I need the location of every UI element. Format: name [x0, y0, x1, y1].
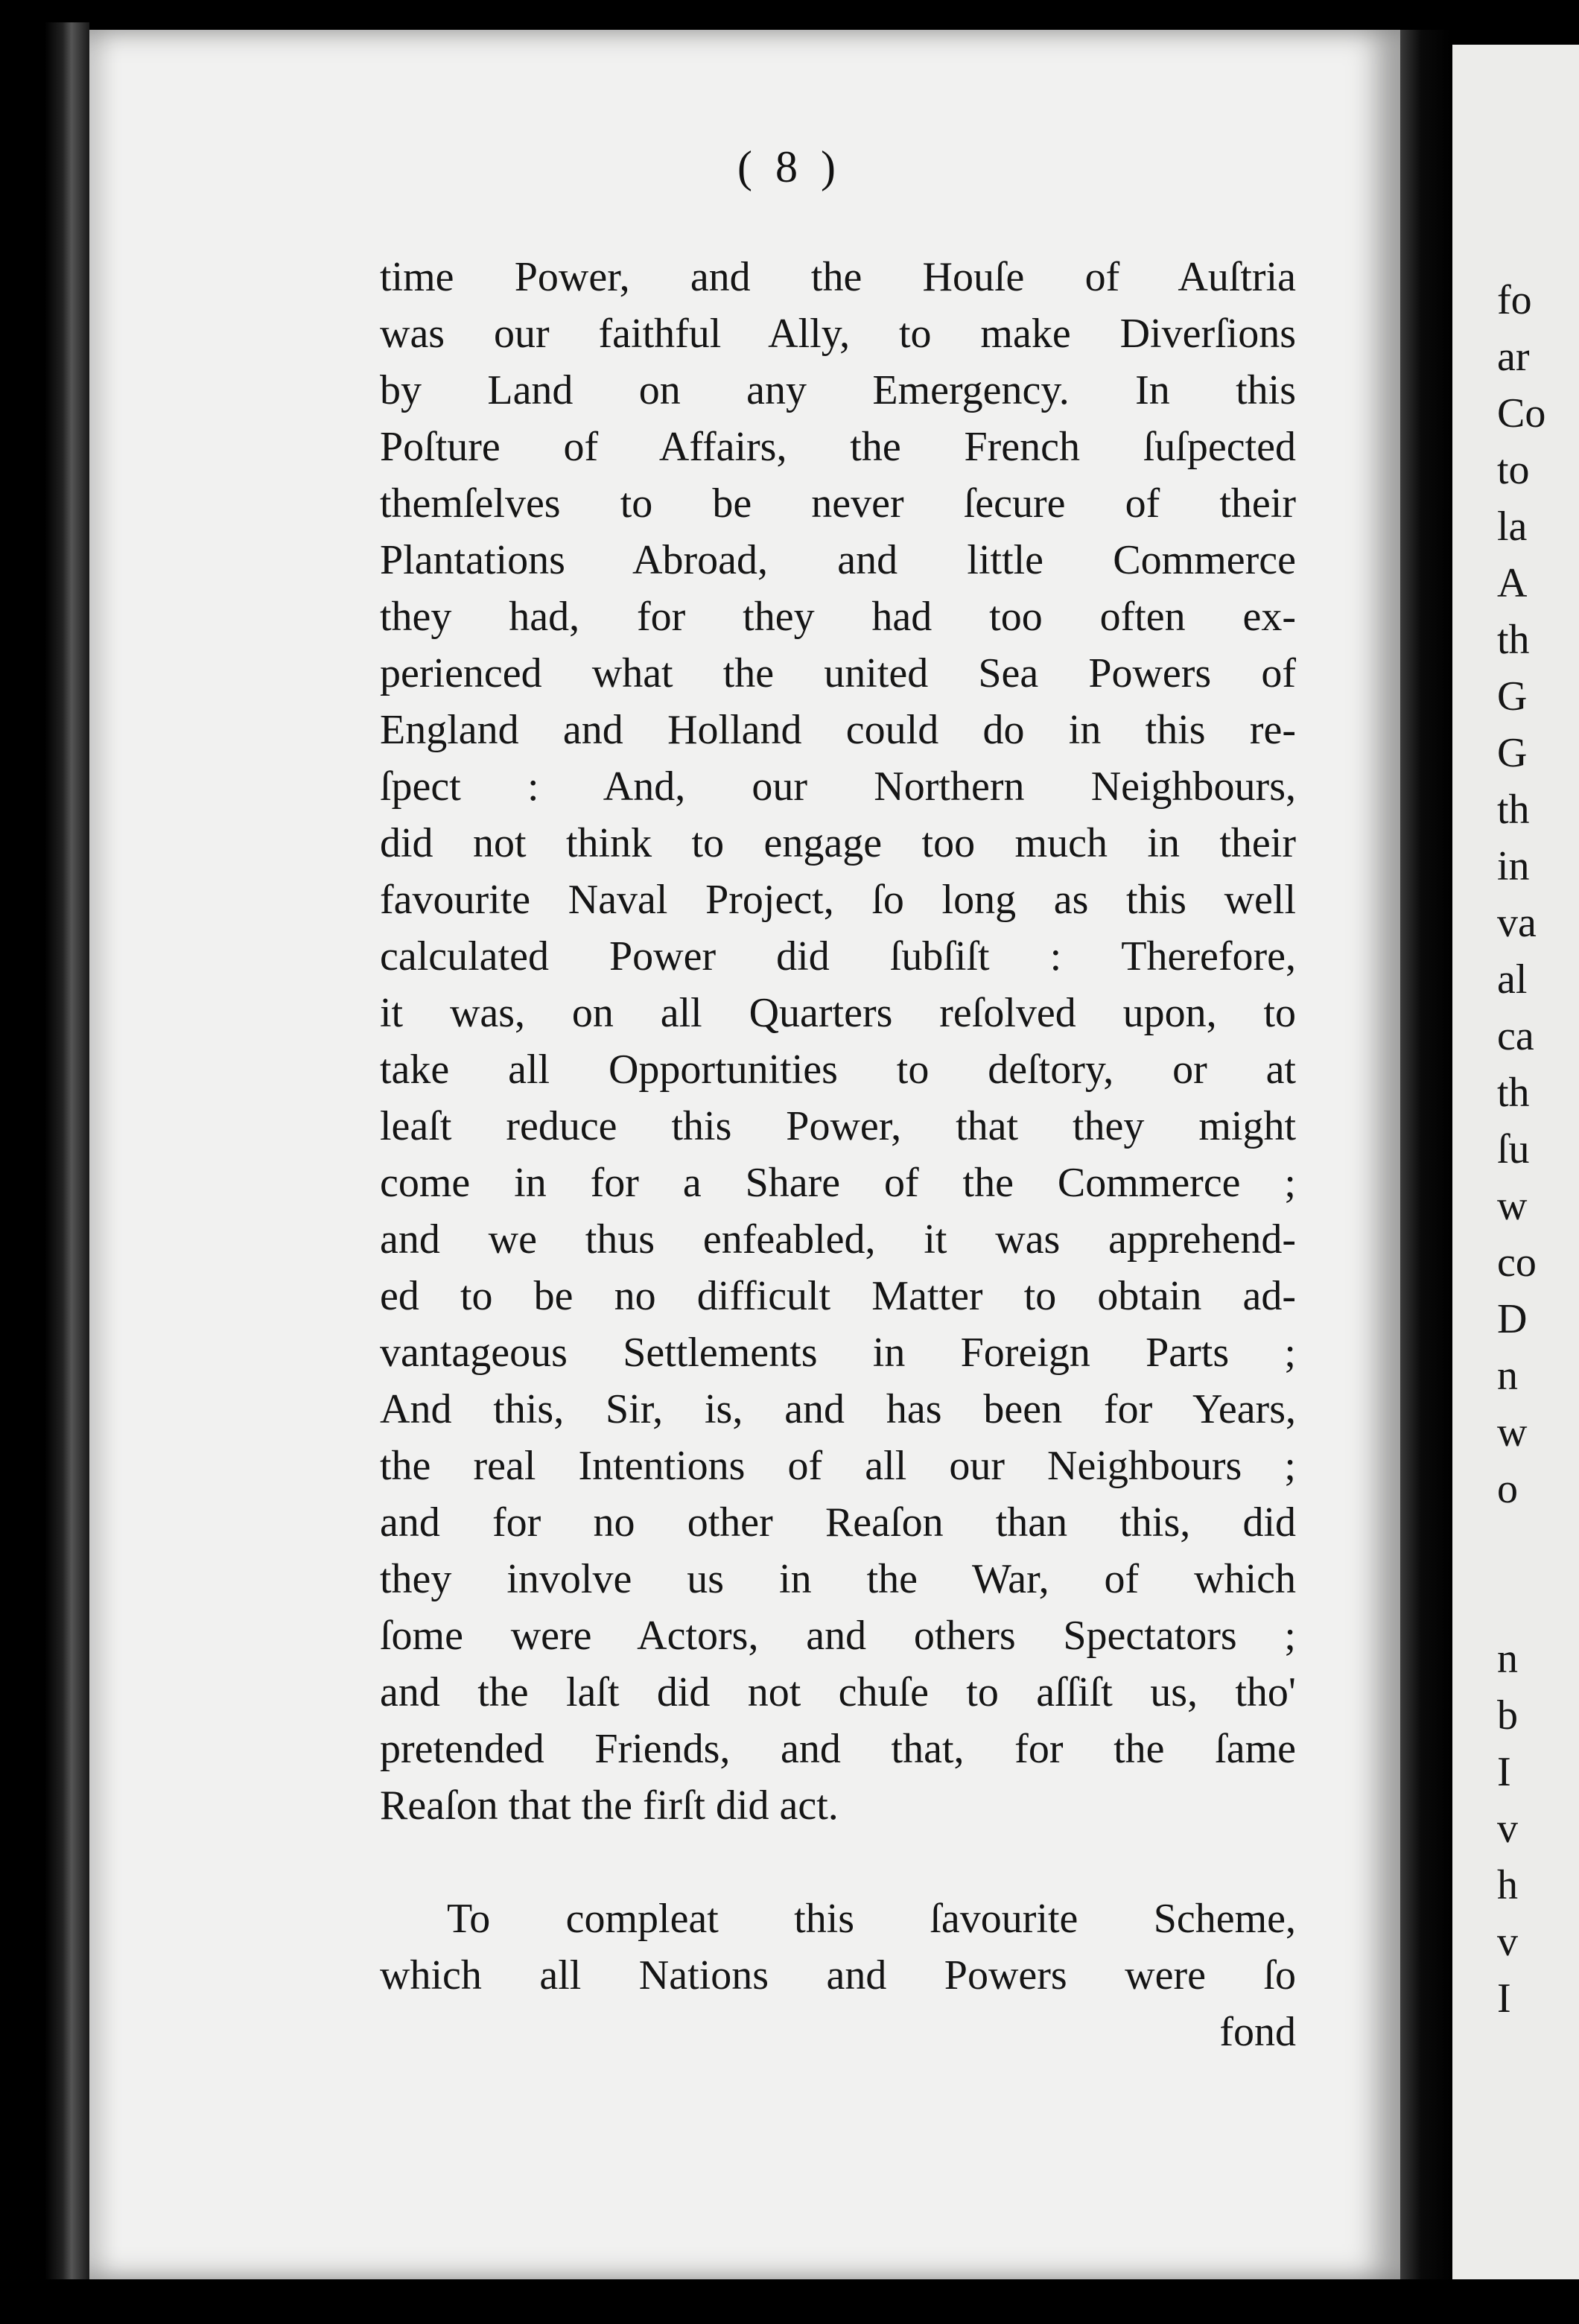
text-line: take all Opportunities to deſtory, or at [380, 1047, 1296, 1093]
text-line: favourite Naval Project, ſo long as this well [380, 877, 1296, 923]
text-line: themſelves to be never ſecure of their [380, 480, 1296, 527]
text-line: pretended Friends, and that, for the ſame [380, 1726, 1296, 1772]
text-line: come in for a Share of the Commerce ; [380, 1160, 1296, 1206]
facing-page-fragment: to [1497, 447, 1530, 493]
text-line: they involve us in the War, of which [380, 1556, 1296, 1602]
text-line: calculated Power did ſubſiſt : Therefore, [380, 933, 1296, 980]
page-number: ( 8 ) [737, 142, 842, 191]
text-line: leaſt reduce this Power, that they might [380, 1103, 1296, 1149]
text-line: which all Nations and Powers were ſo [380, 1952, 1296, 1998]
facing-page-fragment: o [1497, 1466, 1518, 1512]
text-line: Reaſon that the firſt did act. [380, 1782, 839, 1829]
facing-page-fragment: th [1497, 787, 1530, 833]
facing-page-fragment: th [1497, 617, 1530, 663]
text-line: Plantations Abroad, and little Commerce [380, 537, 1296, 583]
text-line: perienced what the united Sea Powers of [380, 650, 1296, 696]
paragraph-gap [380, 1834, 1296, 1890]
paragraph-2 [380, 1890, 1296, 2004]
facing-page-fragment: la [1497, 504, 1528, 550]
facing-page-fragment: al [1497, 956, 1528, 1003]
facing-page-fragment: I [1497, 1749, 1511, 1795]
facing-page-fragment: va [1497, 900, 1537, 946]
facing-page-fragment: b [1497, 1692, 1518, 1739]
text-line: To compleat this ſavourite Scheme, [447, 1896, 1296, 1942]
facing-page-fragment: in [1497, 843, 1530, 889]
text-line: and we thus enfeabled, it was apprehend- [380, 1216, 1296, 1263]
facing-page-fragment: ar [1497, 334, 1530, 380]
text-line: the real Intentions of all our Neighbours ; [380, 1443, 1296, 1489]
facing-page-edge [1452, 45, 1579, 2279]
text-line: England and Holland could do in this re- [380, 707, 1296, 753]
facing-page-fragment: G [1497, 730, 1528, 776]
facing-page-fragment: w [1497, 1409, 1528, 1455]
facing-page-fragment: D [1497, 1296, 1528, 1342]
body-text [380, 249, 1296, 2060]
facing-page-fragment: n [1497, 1353, 1518, 1399]
text-line: Poſture of Affairs, the French ſuſpected [380, 424, 1296, 470]
text-line: And this, Sir, is, and has been for Years, [380, 1386, 1296, 1432]
facing-page-fragment: co [1497, 1239, 1537, 1286]
text-line: it was, on all Quarters reſolved upon, to [380, 990, 1296, 1036]
facing-page-fragment: I [1497, 1975, 1511, 2022]
text-line: and for no other Reaſon than this, did [380, 1499, 1296, 1546]
facing-page-fragment: ſu [1497, 1126, 1530, 1172]
text-line: vantageous Settlements in Foreign Parts ; [380, 1330, 1296, 1376]
facing-page-fragment: ca [1497, 1013, 1534, 1059]
left-binding-edge [45, 22, 89, 2279]
facing-page-fragment: A [1497, 560, 1528, 606]
catchword: fond [1219, 2009, 1296, 2055]
text-line: ſpect : And, our Northern Neighbours, [380, 763, 1296, 810]
facing-page-fragment: G [1497, 673, 1528, 720]
facing-page-fragment: v [1497, 1806, 1518, 1852]
text-line: by Land on any Emergency. In this [380, 367, 1296, 413]
text-line: was our faithful Ally, to make Diverſions [380, 311, 1296, 357]
facing-page-fragment: fo [1497, 277, 1532, 323]
paragraph-1 [380, 249, 1296, 1834]
facing-page-fragment: w [1497, 1183, 1528, 1229]
book-spine-shadow [1400, 30, 1452, 2279]
text-line: they had, for they had too often ex- [380, 594, 1296, 640]
facing-page-fragment: Co [1497, 390, 1546, 436]
text-line: did not think to engage too much in their [380, 820, 1296, 866]
text-line: time Power, and the Houſe of Auſtria [380, 254, 1296, 300]
facing-page-fragment: h [1497, 1862, 1518, 1908]
text-line: and the laſt did not chuſe to aſſiſt us, tho' [380, 1669, 1296, 1715]
facing-page-fragment: n [1497, 1636, 1518, 1682]
facing-page-fragment: v [1497, 1919, 1518, 1965]
text-line: ſome were Actors, and others Spectators ; [380, 1613, 1296, 1659]
facing-page-fragment: th [1497, 1070, 1530, 1116]
text-line: ed to be no difficult Matter to obtain ad- [380, 1273, 1296, 1319]
